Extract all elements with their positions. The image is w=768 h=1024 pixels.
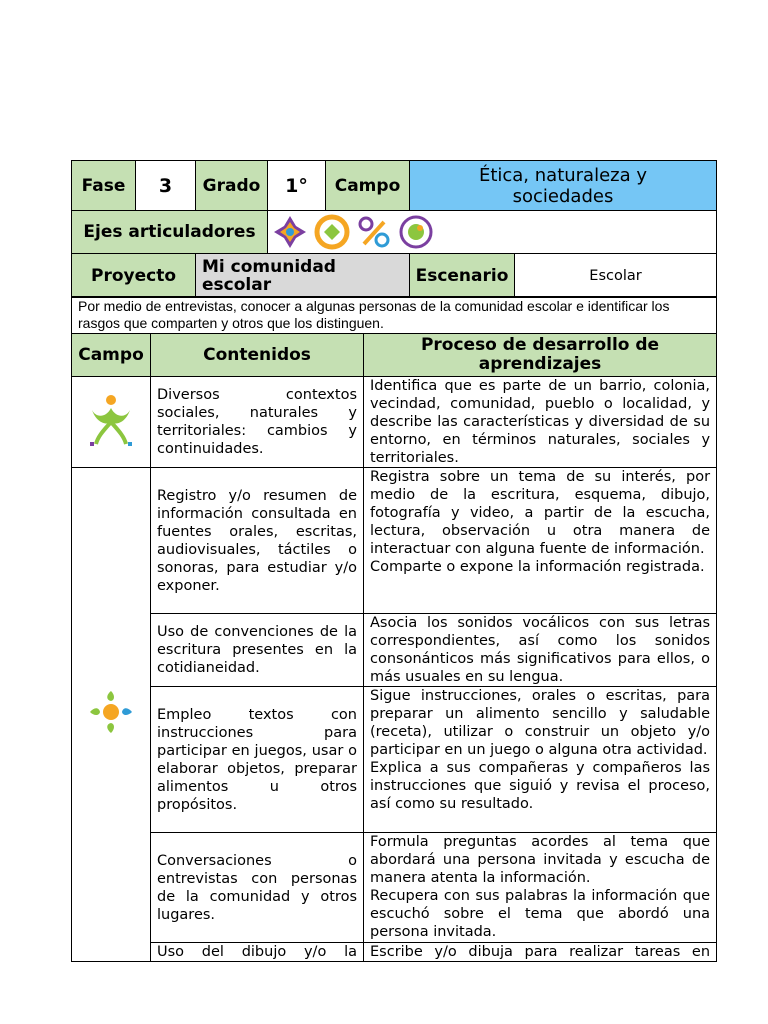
proceso-2-cell: [364, 468, 717, 614]
proceso-4: Sigue instrucciones, orales o escritas, para preparar un alimento sencillo y saludable (receta), utilizar o construir un objeto y/o participar en un juego o alguna otra actividad.: [370, 688, 711, 758]
interculturalidad-icon: [356, 214, 392, 250]
proceso-5-cell: [364, 833, 717, 943]
contenido-4: Empleo textos con instrucciones para participar en juegos, usar o elaborar objetos, preparar alimentos u otros propósitos.: [151, 687, 364, 833]
contenido-1: Diversos contextos sociales, naturales y territoriales: cambios y continuidades.: [151, 377, 364, 468]
vida-saludable-icon: [398, 214, 434, 250]
ejes-icons-cell: [268, 211, 717, 254]
proceso-5b: Recupera con sus palabras la información que escuchó sobre el tema que abordó una persona invitada.: [370, 888, 711, 940]
contenido-6: Uso del dibujo y/o la: [157, 944, 357, 960]
pensamiento-critico-icon: [314, 214, 350, 250]
proceso-4-cell: [364, 687, 717, 833]
grado-value: 1°: [268, 161, 326, 211]
contenido-6-cell: [151, 943, 364, 962]
escenario-cell: [410, 254, 717, 298]
ejes-label: Ejes articuladores: [72, 211, 268, 254]
proceso-1: Identifica que es parte de un barrio, colonia, vecindad, comunidad, pueblo o localidad, y describe las características y diversidad de su entorno, en términos naturales, sociales y territoriales.: [364, 377, 717, 468]
fase-value: 3: [136, 161, 196, 211]
campo-icon-cell-1: [72, 377, 151, 468]
lenguajes-campo-icon: [86, 687, 136, 737]
header-table: [71, 160, 717, 298]
content-table: [71, 296, 717, 962]
proceso-6-cell: [364, 943, 717, 962]
proceso-4b: Explica a sus compañeras y compañeros las instrucciones que siguió y revisa el proceso, así como su resultado.: [370, 760, 711, 812]
fase-label: Fase: [72, 161, 136, 211]
contenido-2: Registro y/o resumen de información consultada en fuentes orales, escritas, audiovisuales, táctiles o sonoras, para estudiar y/o exponer.: [151, 468, 364, 614]
escenario-label: Escenario: [410, 254, 515, 297]
grado-label: Grado: [196, 161, 268, 211]
campo-label: Campo: [326, 161, 410, 211]
campo-icon-cell-2: [72, 468, 151, 962]
escenario-value: Escolar: [589, 267, 642, 284]
intro-text: Por medio de entrevistas, conocer a algunas personas de la comunidad escolar e identificar los rasgos que comparten y otros que los distinguen.: [72, 297, 717, 334]
contenido-5: Conversaciones o entrevistas con personas de la comunidad y otros lugares.: [151, 833, 364, 943]
col-campo: Campo: [72, 334, 151, 377]
proceso-5: Formula preguntas acordes al tema que abordará una persona invitada y escucha de manera atenta la información.: [370, 834, 711, 886]
proceso-6: Escribe y/o dibuja para realizar tareas en: [370, 944, 711, 960]
proyecto-label: Proyecto: [72, 254, 196, 298]
proceso-2b: Comparte o expone la información registrada.: [370, 559, 705, 575]
inclusion-icon: [272, 214, 308, 250]
col-proceso: Proceso de desarrollo de aprendizajes: [364, 334, 717, 377]
proceso-3: Asocia los sonidos vocálicos con sus letras correspondientes, así como los sonidos consonánticos más significativos para ellos, o más usuales en su lengua.: [364, 614, 717, 687]
proceso-2: Registra sobre un tema de su interés, por medio de la escritura, esquema, dibujo, fotografía y video, a partir de la escucha, lectura, observación u otra manera de interactuar con alguna fuente de información.: [370, 469, 711, 557]
proyecto-value: Mi comunidad escolar: [196, 254, 410, 298]
campo-value: Ética, naturaleza y sociedades: [410, 161, 717, 211]
col-contenidos: Contenidos: [151, 334, 364, 377]
contenido-3: Uso de convenciones de la escritura presentes en la cotidianeidad.: [151, 614, 364, 687]
etica-naturaleza-campo-icon: [86, 392, 136, 448]
